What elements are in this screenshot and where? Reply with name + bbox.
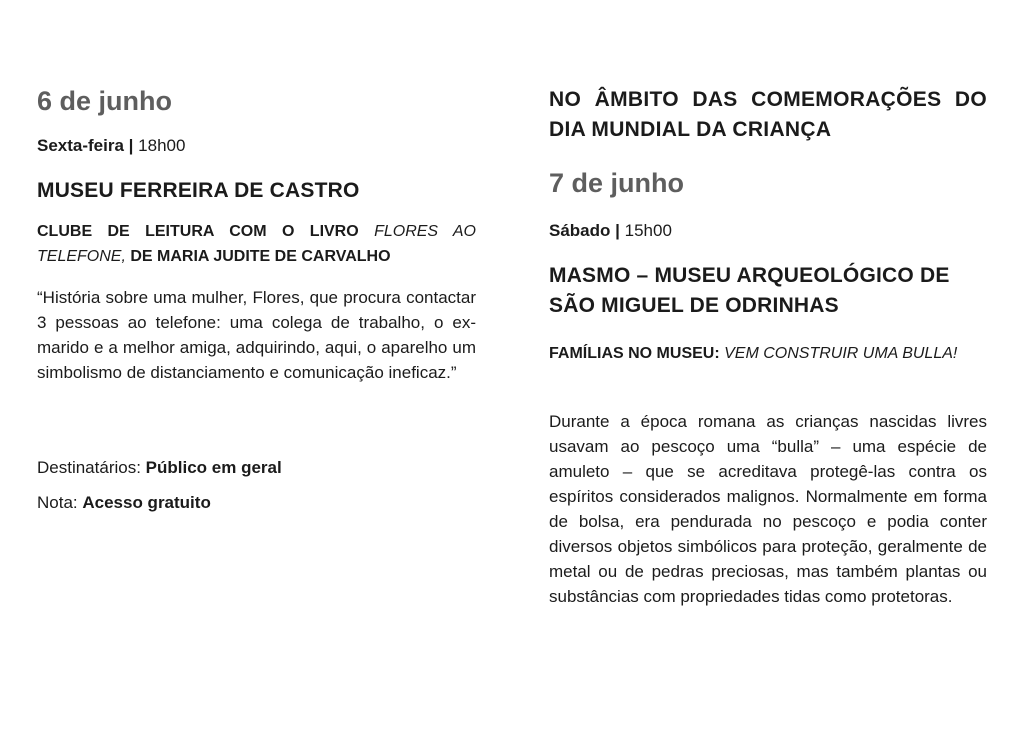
activity-title: VEM CONSTRUIR UMA BULLA! bbox=[724, 345, 958, 362]
event-date: 7 de junho bbox=[549, 168, 684, 198]
event-weekday: Sexta-feira bbox=[37, 136, 124, 155]
note-line bbox=[37, 493, 211, 513]
event-time: 18h00 bbox=[138, 136, 186, 155]
audience-line bbox=[37, 458, 282, 478]
day-time-separator: | bbox=[615, 221, 620, 240]
event-title-suffix: DE MARIA JUDITE DE CARVALHO bbox=[125, 248, 391, 265]
day-time-separator: | bbox=[128, 136, 134, 155]
event-title-prefix: FAMÍLIAS NO MUSEU: bbox=[549, 345, 725, 362]
book-title: FLORES AO TELEFONE, bbox=[37, 223, 477, 265]
audience-value: Público em geral bbox=[145, 458, 282, 477]
event-title bbox=[37, 219, 476, 269]
event-time: 15h00 bbox=[624, 221, 672, 240]
event-day-time bbox=[549, 221, 672, 241]
occasion-heading: NO ÂMBITO DAS COMEMORAÇÕES DO DIA MUNDIAL DA CRIANÇA bbox=[549, 88, 987, 141]
event-title-prefix: CLUBE DE LEITURA COM O LIVRO bbox=[37, 223, 375, 240]
audience-label: Destinatários: bbox=[37, 458, 146, 477]
event-day-time bbox=[37, 136, 185, 156]
event-description: “História sobre uma mulher, Flores, que procura contactar 3 pessoas ao telefone: uma colega de trabalho, o ex-marido e a melhor amiga, adquirindo, aqui, o aparelho um simbolismo de distanciamento e comunicação ineficaz.” bbox=[37, 288, 476, 382]
event-weekday: Sábado bbox=[549, 221, 611, 240]
event-venue: MUSEU FERREIRA DE CASTRO bbox=[37, 179, 360, 202]
event-venue: MASMO – MUSEU ARQUEOLÓGICO DE SÃO MIGUEL DE ODRINHAS bbox=[549, 264, 950, 317]
note-value: Acesso gratuito bbox=[82, 493, 211, 512]
event-title bbox=[549, 341, 987, 366]
event-description: Durante a época romana as crianças nascidas livres usavam ao pescoço uma “bulla” – uma espécie de amuleto – que se acreditava protegê-las contra os espíritos considerados malignos. Normalmente em forma de bolsa, era pendurada no pescoço e podia conter diversos objetos simbólicos para proteção, geralmente de metal ou de pedras preciosas, mas também plantas ou substâncias com propriedades tidas como protetoras. bbox=[549, 412, 987, 606]
event-date: 6 de junho bbox=[37, 86, 172, 116]
note-label: Nota: bbox=[37, 493, 83, 512]
